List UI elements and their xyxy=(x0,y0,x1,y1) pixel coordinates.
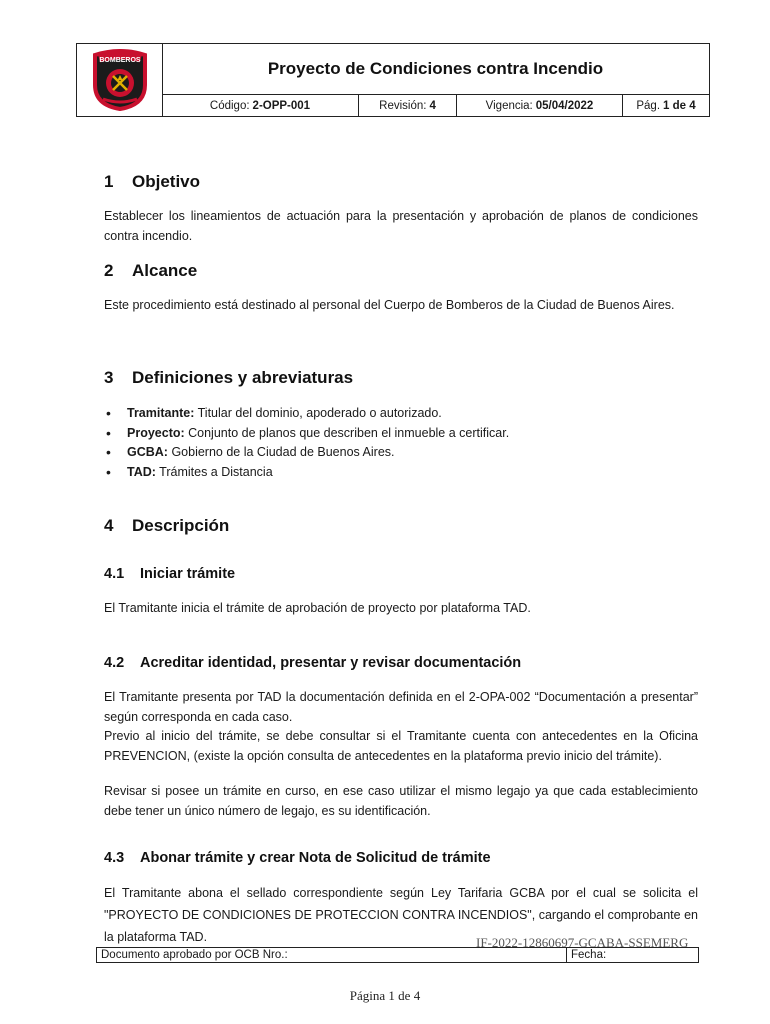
logo-cell xyxy=(77,44,163,116)
list-item xyxy=(104,404,698,424)
section-2-heading xyxy=(104,261,197,281)
section-number: 4.2 xyxy=(104,655,125,671)
codigo-value: 2-OPP-001 xyxy=(252,100,311,112)
section-4-3-heading xyxy=(104,850,491,866)
section-number: 1 xyxy=(104,172,114,191)
logo-text: BOMBEROS xyxy=(98,57,141,64)
section-1-paragraph: Establecer los lineamientos de actuación para la presentación y aprobación de planos de condiciones contra incendio. xyxy=(104,209,698,243)
definition-text: Titular del dominio, apoderado o autorizado. xyxy=(194,406,442,420)
section-title: Descripción xyxy=(132,516,230,535)
definition-text: Trámites a Distancia xyxy=(155,464,273,479)
document-title: Proyecto de Condiciones contra Incendio xyxy=(267,59,604,78)
definitions-list xyxy=(104,404,698,482)
section-2-paragraph: Este procedimiento está destinado al personal del Cuerpo de Bomberos de la Ciudad de Buenos Aires. xyxy=(104,298,675,312)
document-header xyxy=(76,43,710,117)
section-1-heading xyxy=(104,172,200,192)
vigencia-cell xyxy=(457,95,623,117)
revision-cell xyxy=(359,95,457,117)
bomberos-logo-icon xyxy=(87,49,153,111)
definition-term: TAD: xyxy=(127,464,156,479)
pagina-cell xyxy=(623,95,709,117)
section-title: Alcance xyxy=(132,261,198,280)
approval-table xyxy=(96,947,699,963)
section-title: Definiciones y abreviaturas xyxy=(132,368,354,387)
revision-label: Revisión: xyxy=(379,100,427,112)
section-title: Acreditar identidad, presentar y revisar documentación xyxy=(140,655,522,671)
section-4-1-paragraph: El Tramitante inicia el trámite de aprobación de proyecto por plataforma TAD. xyxy=(104,601,531,615)
definition-term: GCBA: xyxy=(127,445,168,459)
section-title: Abonar trámite y crear Nota de Solicitud de trámite xyxy=(140,850,491,866)
document-stamp: IF-2022-12860697-GCABA-SSEMERG xyxy=(476,935,689,950)
definition-text: Gobierno de la Ciudad de Buenos Aires. xyxy=(167,445,395,459)
definition-text: Conjunto de planos que describen el inmueble a certificar. xyxy=(184,425,510,440)
section-4-1-heading xyxy=(104,566,235,582)
page-number: Página 1 de 4 xyxy=(349,988,421,1003)
definition-term: Tramitante: xyxy=(127,406,195,420)
section-number: 4.3 xyxy=(104,850,125,866)
pagina-value: 1 de 4 xyxy=(663,100,696,112)
section-number: 4.1 xyxy=(104,566,125,582)
document-meta-row xyxy=(162,94,709,117)
list-item xyxy=(104,424,698,444)
codigo-label: Código: xyxy=(209,100,250,112)
section-title: Iniciar trámite xyxy=(140,566,236,582)
section-4-2-heading xyxy=(104,655,521,671)
section-4-2-paragraph-3: Revisar si posee un trámite en curso, en ese caso utilizar el mismo legajo ya que cada establecimiento debe tener un único número de legajo, es su identificación. xyxy=(104,784,698,818)
section-number: 2 xyxy=(104,261,114,280)
section-number: 3 xyxy=(104,368,114,387)
section-3-heading xyxy=(104,368,353,388)
approved-by-label: Documento aprobado por OCB Nro.: xyxy=(97,948,567,962)
vigencia-value: 05/04/2022 xyxy=(535,100,594,112)
section-4-2-paragraph-1: El Tramitante presenta por TAD la documentación definida en el 2-OPA-002 “Documentación a presentar” según corresponda en cada caso. xyxy=(104,690,698,724)
list-item xyxy=(104,443,698,463)
fecha-label: Fecha: xyxy=(571,949,607,961)
section-4-heading xyxy=(104,516,229,536)
vigencia-label: Vigencia: xyxy=(485,100,533,112)
section-4-3-paragraph: El Tramitante abona el sellado correspondiente según Ley Tarifaria GCBA por el cual se solicita el "PROYECTO DE CONDICIONES DE PROTECCION CONTRA INCENDIOS", cargando el comprobante en la plataforma TAD. xyxy=(104,886,698,944)
codigo-cell xyxy=(162,95,359,117)
pagina-label: Pág. xyxy=(636,100,661,112)
section-title: Objetivo xyxy=(132,172,201,191)
section-4-2-paragraph-2: Previo al inicio del trámite, se debe consultar si el Tramitante cuenta con antecedentes en la Oficina PREVENCION, (existe la opción consulta de antecedentes en la plataforma previo inicio del trámite). xyxy=(104,729,698,763)
list-item xyxy=(104,463,698,483)
definition-term: Proyecto: xyxy=(127,425,185,440)
section-number: 4 xyxy=(104,516,114,535)
revision-value: 4 xyxy=(429,100,436,112)
